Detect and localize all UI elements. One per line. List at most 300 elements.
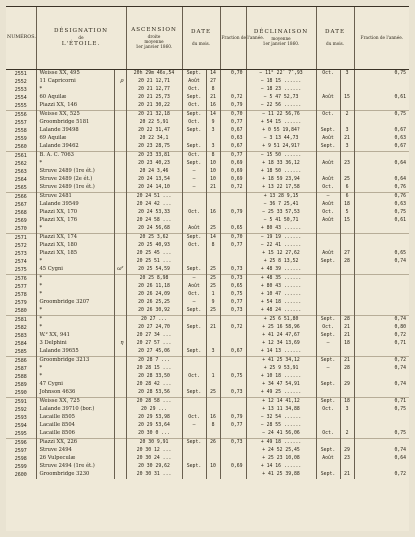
dec-day xyxy=(340,275,354,284)
star-letter xyxy=(114,463,126,471)
ra-month xyxy=(182,381,206,389)
ra-month xyxy=(182,357,206,366)
row-number: 2558 xyxy=(14,127,27,134)
star-designation: 69 Aquilæ xyxy=(36,135,114,143)
ra-day: 10 xyxy=(206,168,220,176)
star-letter xyxy=(114,258,126,266)
declination: + 18 33 36,12 xyxy=(246,160,316,168)
ra-day: 27 xyxy=(206,78,220,86)
declination: + 15 12 27,62 xyxy=(246,250,316,258)
star-designation: 26 Vulpeculæ xyxy=(36,455,114,463)
ra-fraction xyxy=(220,332,246,340)
star-designation: * xyxy=(36,283,114,291)
right-ascension: 20 25 8,98 xyxy=(126,275,182,284)
ra-month: Sept. xyxy=(182,143,206,152)
ra-day: 16 xyxy=(206,414,220,422)
row-number: 2552 xyxy=(14,78,27,85)
right-ascension: 20 23 28,75 xyxy=(126,143,182,152)
dec-month: Oct. xyxy=(316,70,340,79)
row-number: 2581 xyxy=(6,316,36,325)
ra-fraction xyxy=(220,201,246,209)
dec-day xyxy=(340,463,354,471)
ra-month xyxy=(182,193,206,202)
star-designation: Weisse XX, 725 xyxy=(36,398,114,407)
declination: − 15 50 ...... xyxy=(246,152,316,161)
star-designation: Lacaille 8504 xyxy=(36,422,114,430)
right-ascension: 20 30 9,91 xyxy=(126,439,182,448)
right-ascension: 20 24 53,33 xyxy=(126,209,182,217)
star-letter xyxy=(114,176,126,184)
dec-fraction: 0,74 xyxy=(354,365,409,373)
right-ascension: 20 28 33,50 xyxy=(126,373,182,381)
dec-day xyxy=(340,168,354,176)
dec-day: 21 xyxy=(340,332,354,340)
table-row xyxy=(6,340,409,348)
star-designation: Piazzi XX, 226 xyxy=(36,439,114,448)
row-number: 2594 xyxy=(14,422,27,429)
table-row xyxy=(6,316,409,325)
ra-fraction: 0,72 xyxy=(220,184,246,193)
declination: − 5 41 50,71 xyxy=(246,217,316,225)
table-row xyxy=(6,184,409,193)
star-letter xyxy=(114,160,126,168)
dec-month: Sept. xyxy=(316,316,340,325)
star-letter xyxy=(114,348,126,357)
declination: − 11° 22′ 7″,93 xyxy=(246,70,316,79)
table-row xyxy=(6,201,409,209)
star-letter xyxy=(114,275,126,284)
row-number: 2578 xyxy=(14,291,27,298)
declination: + 0 55 19,84? xyxy=(246,127,316,135)
row-number: 2577 xyxy=(14,283,27,290)
table-row xyxy=(6,86,409,94)
declination: − 32 54 ...... xyxy=(246,414,316,422)
ra-fraction xyxy=(220,340,246,348)
ra-day: 3 xyxy=(206,143,220,152)
dec-fraction: 0,74 xyxy=(354,316,409,325)
ra-day: 3 xyxy=(206,348,220,357)
dec-month: Sept. xyxy=(316,127,340,135)
right-ascension: 20 28 53,56 xyxy=(126,389,182,398)
dec-day: 27 xyxy=(340,250,354,258)
ra-month: Sept. xyxy=(182,324,206,332)
dec-month xyxy=(316,291,340,299)
ra-month xyxy=(182,135,206,143)
ra-day xyxy=(206,447,220,455)
table-row xyxy=(6,447,409,455)
dec-month xyxy=(316,299,340,307)
ra-day: 25 xyxy=(206,266,220,275)
star-designation: Piazzi XX, 174 xyxy=(36,234,114,243)
right-ascension: 20 21 30,22 xyxy=(126,102,182,111)
row-number: 2580 xyxy=(14,307,27,314)
ra-day: 21 xyxy=(206,324,220,332)
ra-fraction: 0,79 xyxy=(220,102,246,111)
right-ascension: 20 25 3,62 xyxy=(126,234,182,243)
table-row xyxy=(6,422,409,430)
table-row xyxy=(6,160,409,168)
star-designation: * xyxy=(36,316,114,325)
right-ascension: 20 22 5,91 xyxy=(126,119,182,127)
ra-month: Sept. xyxy=(182,94,206,102)
right-ascension: 20 24 14,10 xyxy=(126,184,182,193)
ra-day: 25 xyxy=(206,307,220,316)
ra-fraction: 0,69 xyxy=(220,463,246,471)
ra-fraction xyxy=(220,316,246,325)
ra-month: Sept. xyxy=(182,111,206,120)
header-declinaison: DÉCLINAISON moyenne 1er janvier 1860. xyxy=(246,7,316,70)
table-row xyxy=(6,357,409,366)
dec-day: 18 xyxy=(340,340,354,348)
declination: − 18 23 ...... xyxy=(246,86,316,94)
dec-month: Sept. xyxy=(316,143,340,152)
dec-fraction: 0,80 xyxy=(354,324,409,332)
dec-day: 3 xyxy=(340,127,354,135)
declination: + 10 18 ...... xyxy=(246,373,316,381)
right-ascension: 20 27 24,70 xyxy=(126,324,182,332)
dec-fraction: 0,72 xyxy=(354,471,409,479)
ra-month: — xyxy=(182,422,206,430)
dec-fraction xyxy=(354,299,409,307)
ra-fraction: 0,72 xyxy=(220,324,246,332)
ra-day xyxy=(206,250,220,258)
table-row xyxy=(6,119,409,127)
star-letter xyxy=(114,299,126,307)
dec-fraction: 0,64 xyxy=(354,160,409,168)
dec-fraction: 0,75 xyxy=(354,209,409,217)
header-designation: DÉSIGNATION de L'ÉTOILE. xyxy=(36,7,126,70)
header-fraction-2: Fraction de l'année. xyxy=(354,7,409,70)
star-letter xyxy=(114,398,126,407)
dec-day: 28 xyxy=(340,316,354,325)
right-ascension: 20 21 12,77 xyxy=(126,86,182,94)
star-designation: * xyxy=(36,307,114,316)
header-fraction-1: Fraction de l'année. xyxy=(220,7,246,70)
right-ascension: 20 21 25,73 xyxy=(126,94,182,102)
ra-day: 8 xyxy=(206,152,220,161)
star-designation: B. A. C. 7063 xyxy=(36,152,114,161)
dec-month xyxy=(316,307,340,316)
row-number: 2562 xyxy=(14,160,27,167)
star-designation: Lalande 39710 (bor.) xyxy=(36,406,114,414)
declination: + 80 43 ...... xyxy=(246,225,316,234)
dec-fraction: 0,61 xyxy=(354,94,409,102)
star-letter: ρ xyxy=(114,78,126,86)
table-row xyxy=(6,234,409,243)
dec-fraction: 0,63 xyxy=(354,135,409,143)
ra-day xyxy=(206,135,220,143)
table-row xyxy=(6,275,409,284)
ra-month: Oct. xyxy=(182,152,206,161)
ra-fraction xyxy=(220,78,246,86)
star-letter xyxy=(114,332,126,340)
row-number: 2571 xyxy=(6,234,36,243)
star-letter xyxy=(114,373,126,381)
ra-day: 26 xyxy=(206,439,220,448)
ra-fraction: 0,77 xyxy=(220,242,246,250)
ra-fraction xyxy=(220,398,246,407)
dec-month: Oct. xyxy=(316,406,340,414)
declination: + 25 23 10,08 xyxy=(246,455,316,463)
star-letter xyxy=(114,193,126,202)
table-row xyxy=(6,283,409,291)
dec-day xyxy=(340,422,354,430)
ra-fraction: 0,75 xyxy=(220,373,246,381)
star-designation: Lalande 39655 xyxy=(36,348,114,357)
ra-fraction: 0,65 xyxy=(220,225,246,234)
row-number: 2596 xyxy=(6,439,36,448)
declination: + 13 28 9,15 xyxy=(246,193,316,202)
row-number: 2561 xyxy=(6,152,36,161)
table-row xyxy=(6,463,409,471)
declination: + 54 18 ...... xyxy=(246,299,316,307)
star-letter xyxy=(114,242,126,250)
row-number: 2551 xyxy=(6,70,36,79)
right-ascension: 20 22 34,1 xyxy=(126,135,182,143)
declination: + 49 18 ...... xyxy=(246,439,316,448)
row-number: 2585 xyxy=(14,348,27,355)
dec-fraction xyxy=(354,266,409,275)
star-designation: * xyxy=(36,86,114,94)
star-catalog-table xyxy=(6,6,409,479)
ra-fraction: 0,67 xyxy=(220,348,246,357)
right-ascension: 20 28 58 ... xyxy=(126,398,182,407)
star-designation: Struve 2489 (1re ét.) xyxy=(36,168,114,176)
dec-fraction xyxy=(354,234,409,243)
declination: + 10 47 ...... xyxy=(246,291,316,299)
star-designation: Piazzi XX, 170 xyxy=(36,209,114,217)
ra-fraction: 0,73 xyxy=(220,439,246,448)
ra-day: 3 xyxy=(206,127,220,135)
declination: + 12 14 41,12 xyxy=(246,398,316,407)
ra-day: 9 xyxy=(206,119,220,127)
ra-month: Oct. xyxy=(182,373,206,381)
ra-fraction xyxy=(220,406,246,414)
dec-day: 21 xyxy=(340,324,354,332)
right-ascension: 20h 29m 46s,54 xyxy=(126,70,182,79)
dec-month xyxy=(316,275,340,284)
ra-day xyxy=(206,357,220,366)
star-letter xyxy=(114,234,126,243)
ra-month xyxy=(182,398,206,407)
ra-day: 1 xyxy=(206,291,220,299)
right-ascension: 20 30 12 ... xyxy=(126,447,182,455)
dec-day xyxy=(340,299,354,307)
row-number: 2566 xyxy=(6,193,36,202)
ra-fraction: 0,79 xyxy=(220,209,246,217)
declination: + 54 15 ...... xyxy=(246,119,316,127)
star-designation: 3 Delphini xyxy=(36,340,114,348)
right-ascension: 20 24 58 ... xyxy=(126,217,182,225)
dec-day: 15 xyxy=(340,217,354,225)
row-number: 2591 xyxy=(6,398,36,407)
ra-day: 14 xyxy=(206,70,220,79)
star-designation: * xyxy=(36,275,114,284)
dec-day xyxy=(340,234,354,243)
declination: + 25 16 58,96 xyxy=(246,324,316,332)
table-row xyxy=(6,332,409,340)
table-row xyxy=(6,389,409,398)
dec-month: Août xyxy=(316,94,340,102)
row-number: 2597 xyxy=(14,447,27,454)
dec-fraction: 0,71 xyxy=(354,340,409,348)
ra-day: 25 xyxy=(206,275,220,284)
star-designation: Weisse XX, 495 xyxy=(36,70,114,79)
declination: + 25 6 51,80 xyxy=(246,316,316,325)
star-letter xyxy=(114,439,126,448)
star-designation: * xyxy=(36,373,114,381)
ra-month: Sept. xyxy=(182,234,206,243)
dec-day xyxy=(340,102,354,111)
header-ascension: ASCENSION droite moyenne 1er janvier 1860. xyxy=(126,7,182,70)
table-row xyxy=(6,94,409,102)
right-ascension: 20 25 40,93 xyxy=(126,242,182,250)
star-designation: Piazzi XX, 176 xyxy=(36,217,114,225)
ra-fraction xyxy=(220,217,246,225)
ra-day: 25 xyxy=(206,225,220,234)
ra-month xyxy=(182,406,206,414)
dec-month xyxy=(316,373,340,381)
ra-day: 16 xyxy=(206,209,220,217)
ra-month xyxy=(182,201,206,209)
row-number: 2560 xyxy=(14,143,27,150)
declination: + 48 35 ...... xyxy=(246,275,316,284)
right-ascension: 20 30 31 ... xyxy=(126,471,182,479)
ra-fraction: 0,69 xyxy=(220,160,246,168)
star-designation: * xyxy=(36,225,114,234)
dec-day: 29 xyxy=(340,381,354,389)
ra-month: Oct. xyxy=(182,102,206,111)
table-row xyxy=(6,217,409,225)
dec-fraction: 0,76 xyxy=(354,193,409,202)
row-number: 2570 xyxy=(14,225,27,232)
ra-day xyxy=(206,217,220,225)
dec-month: Oct. xyxy=(316,430,340,439)
table-row xyxy=(6,381,409,389)
right-ascension: 20 27 ... xyxy=(126,316,182,325)
table-row xyxy=(6,299,409,307)
right-ascension: 20 30 29,62 xyxy=(126,463,182,471)
star-letter xyxy=(114,135,126,143)
dec-month xyxy=(316,234,340,243)
table-row xyxy=(6,430,409,439)
right-ascension: 20 26 24,09 xyxy=(126,291,182,299)
ra-month: Sept. xyxy=(182,439,206,448)
dec-fraction xyxy=(354,389,409,398)
dec-month xyxy=(316,348,340,357)
star-designation: * xyxy=(36,365,114,373)
star-letter xyxy=(114,430,126,439)
dec-day: 28 xyxy=(340,258,354,266)
right-ascension: 20 21 12,71 xyxy=(126,78,182,86)
declination: − 11 22 56,76 xyxy=(246,111,316,120)
star-letter xyxy=(114,119,126,127)
row-number: 2582 xyxy=(14,324,27,331)
table-row xyxy=(6,398,409,407)
table-row xyxy=(6,348,409,357)
dec-fraction: 0,75 xyxy=(354,70,409,79)
dec-day: 2 xyxy=(340,430,354,439)
declination: − 22 41 ...... xyxy=(246,242,316,250)
ra-month xyxy=(182,316,206,325)
row-number: 2554 xyxy=(14,94,27,101)
table-row xyxy=(6,406,409,414)
right-ascension: 20 27 57 ... xyxy=(126,340,182,348)
dec-month xyxy=(316,119,340,127)
table-row xyxy=(6,250,409,258)
dec-fraction: 0,61 xyxy=(354,217,409,225)
dec-day xyxy=(340,389,354,398)
declination: + 14 13 ...... xyxy=(246,348,316,357)
dec-month xyxy=(316,422,340,430)
dec-month: Sept. xyxy=(316,357,340,366)
right-ascension: 20 24 42 ... xyxy=(126,201,182,209)
table-row xyxy=(6,209,409,217)
star-designation: 47 Cygni xyxy=(36,381,114,389)
star-letter xyxy=(114,184,126,193)
dec-month: Oct. xyxy=(316,324,340,332)
ra-month: Sept. xyxy=(182,389,206,398)
right-ascension: 20 24 3,46 xyxy=(126,168,182,176)
ra-day: 8 xyxy=(206,242,220,250)
dec-day xyxy=(340,152,354,161)
ra-fraction xyxy=(220,471,246,479)
dec-fraction: 0,71 xyxy=(354,398,409,407)
star-letter xyxy=(114,86,126,94)
ra-day: 8 xyxy=(206,86,220,94)
ra-fraction: 0,77 xyxy=(220,119,246,127)
dec-month: Août xyxy=(316,176,340,184)
star-designation: * xyxy=(36,160,114,168)
row-number: 2576 xyxy=(6,275,36,284)
dec-month xyxy=(316,86,340,94)
ra-month: Sept. xyxy=(182,348,206,357)
star-designation: Lalande 39549 xyxy=(36,201,114,209)
ra-month xyxy=(182,217,206,225)
right-ascension: 20 27 34 ... xyxy=(126,332,182,340)
dec-month: Août xyxy=(316,455,340,463)
table-row xyxy=(6,307,409,316)
dec-month xyxy=(316,78,340,86)
declination: + 18 50 ...... xyxy=(246,168,316,176)
star-letter xyxy=(114,414,126,422)
dec-fraction xyxy=(354,275,409,284)
table-row xyxy=(6,471,409,479)
ra-day xyxy=(206,201,220,209)
declination: + 41 24 47,67 xyxy=(246,332,316,340)
ra-day xyxy=(206,471,220,479)
ra-fraction: 0,77 xyxy=(220,422,246,430)
right-ascension: 20 26 30,92 xyxy=(126,307,182,316)
star-letter xyxy=(114,152,126,161)
dec-fraction: 0,75 xyxy=(354,406,409,414)
dec-fraction: 0,64 xyxy=(354,176,409,184)
star-letter xyxy=(114,291,126,299)
dec-month: — xyxy=(316,340,340,348)
star-letter xyxy=(114,324,126,332)
dec-month: Oct. xyxy=(316,184,340,193)
declination: + 41 25 39,88 xyxy=(246,471,316,479)
ra-day xyxy=(206,258,220,266)
ra-day: 21 xyxy=(206,184,220,193)
dec-day: 21 xyxy=(340,357,354,366)
dec-month: Sept. xyxy=(316,398,340,407)
row-number: 2575 xyxy=(14,266,27,273)
row-number: 2559 xyxy=(14,135,27,142)
table-row xyxy=(6,242,409,250)
star-designation: Piazzi XX, 146 xyxy=(36,102,114,111)
row-number: 2595 xyxy=(14,430,27,437)
